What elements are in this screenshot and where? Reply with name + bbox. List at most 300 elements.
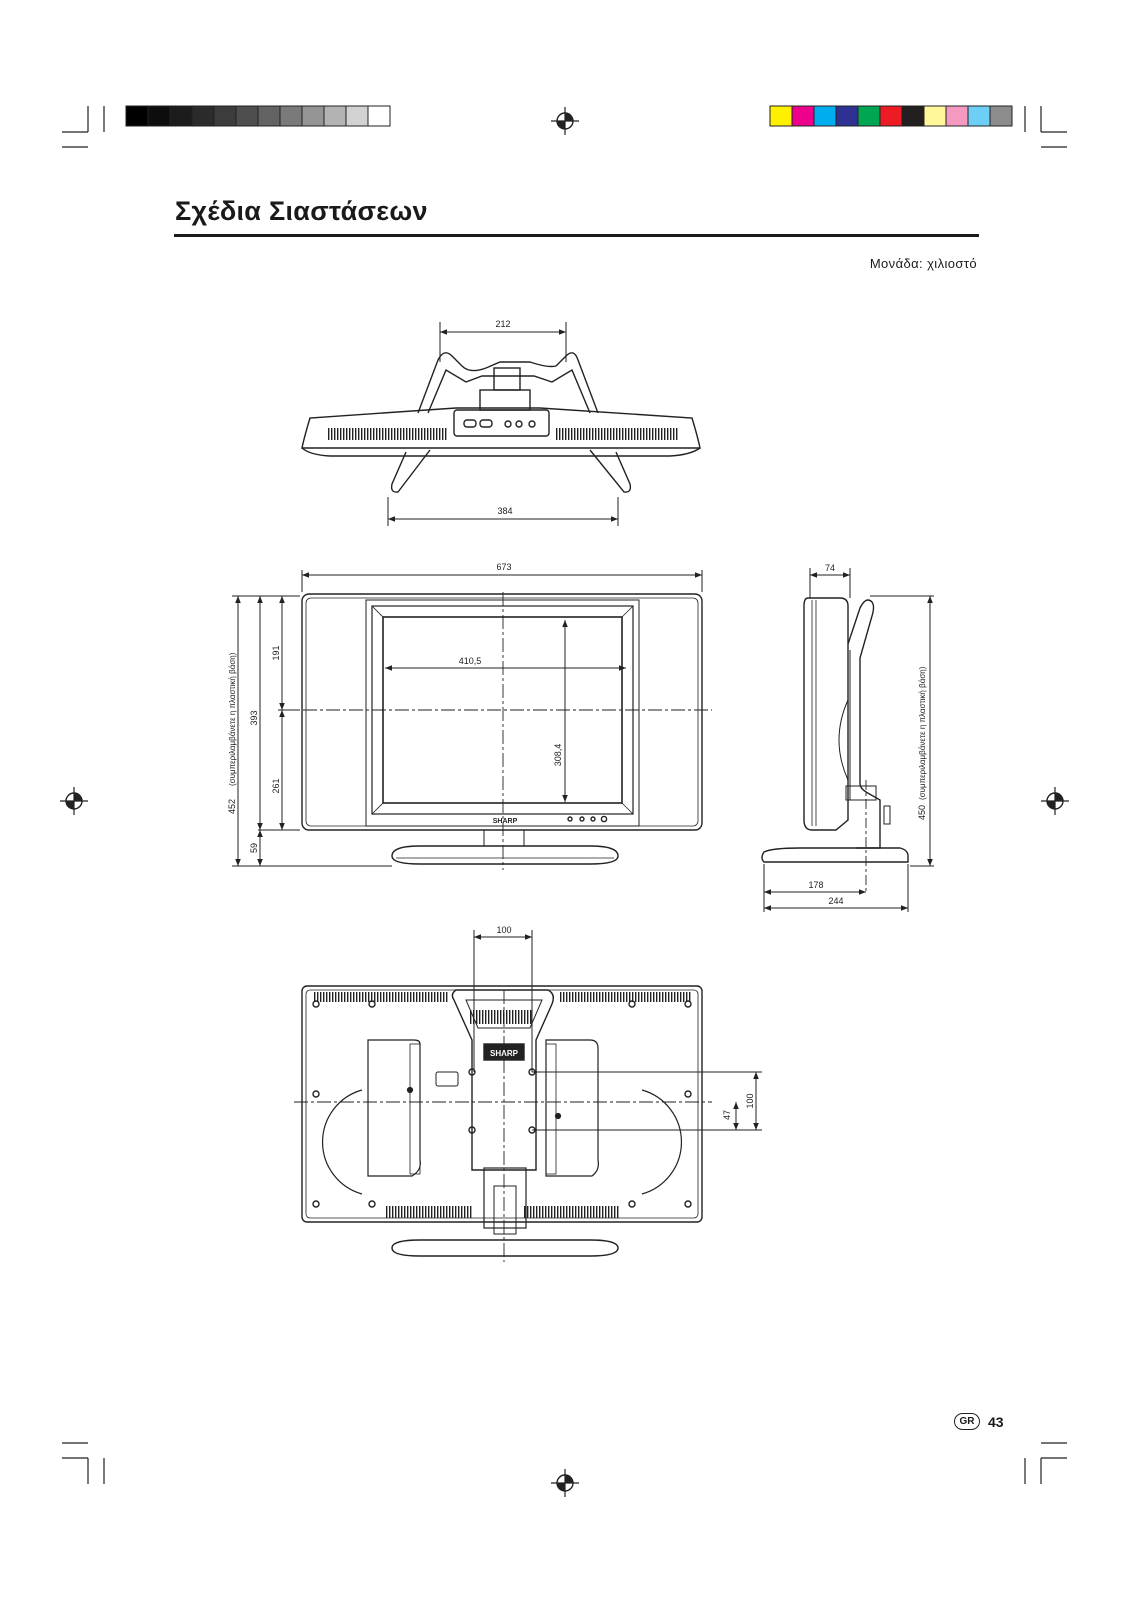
vent-slat: [341, 992, 342, 1002]
vent-slat: [614, 1206, 615, 1218]
vent-slat: [572, 1206, 573, 1218]
vent-slat: [355, 428, 356, 440]
color-bar: [770, 106, 1012, 126]
vent-slat: [410, 1206, 411, 1218]
dim-mount-height: 100: [745, 1093, 755, 1109]
vent-slat: [659, 992, 660, 1002]
vent-slat: [542, 1206, 543, 1218]
vent-slat: [569, 1206, 570, 1218]
dim-height-note: (συμπεριλαμβάνετε η πλαστική βάση): [918, 666, 927, 800]
vent-slat: [554, 1206, 555, 1218]
vent-slat: [640, 428, 641, 440]
vent-slat: [445, 428, 446, 440]
vent-slat: [668, 992, 669, 1002]
vent-slat: [467, 1206, 468, 1218]
vent-slat: [617, 992, 618, 1002]
registration-mark-top: [551, 107, 579, 135]
gray-swatch: [192, 106, 214, 126]
vent-slat: [412, 428, 413, 440]
vent-slat: [581, 1206, 582, 1218]
color-swatch: [902, 106, 924, 126]
vent-slat: [590, 992, 591, 1002]
vent-slat: [370, 428, 371, 440]
vent-slat: [395, 992, 396, 1002]
vent-slat: [436, 428, 437, 440]
color-swatch: [968, 106, 990, 126]
vent-slat: [587, 1206, 588, 1218]
vent-slat: [373, 428, 374, 440]
gray-swatch: [324, 106, 346, 126]
vent-slat: [619, 428, 620, 440]
vent-slat: [401, 992, 402, 1002]
vent-slat: [605, 1206, 606, 1218]
rear-view-vents-stand: [470, 1010, 531, 1024]
vent-slat: [470, 1010, 471, 1024]
color-swatch: [880, 106, 902, 126]
vent-slat: [631, 428, 632, 440]
vent-slat: [410, 992, 411, 1002]
rear-view-dims: [474, 930, 762, 1130]
vent-slat: [440, 1206, 441, 1218]
vent-slat: [386, 1206, 387, 1218]
vent-slat: [442, 428, 443, 440]
vent-slat: [385, 428, 386, 440]
dim-base: 59: [249, 842, 259, 854]
dim-height: 450: [917, 804, 927, 820]
vent-slat: [346, 428, 347, 440]
vent-slat: [398, 1206, 399, 1218]
vent-slat: [623, 992, 624, 1002]
vent-slat: [409, 428, 410, 440]
vent-slat: [671, 992, 672, 1002]
vent-slat: [422, 1206, 423, 1218]
vent-slat: [497, 1010, 498, 1024]
vent-slat: [638, 992, 639, 1002]
vent-slat: [562, 428, 563, 440]
vent-slat: [431, 992, 432, 1002]
vent-slat: [616, 428, 617, 440]
vent-slat: [404, 992, 405, 1002]
vent-slat: [344, 992, 345, 1002]
vent-slat: [572, 992, 573, 1002]
vent-slat: [440, 992, 441, 1002]
vent-slat: [524, 1206, 525, 1218]
page-footer: [954, 1413, 1004, 1430]
vent-slat: [395, 1206, 396, 1218]
vent-slat: [434, 1206, 435, 1218]
vent-slat: [566, 1206, 567, 1218]
vent-slat: [686, 992, 687, 1002]
vent-slat: [674, 992, 675, 1002]
vent-slat: [563, 992, 564, 1002]
vent-slat: [599, 992, 600, 1002]
vent-slat: [583, 428, 584, 440]
vent-slat: [509, 1010, 510, 1024]
gray-swatch: [302, 106, 324, 126]
color-swatch: [836, 106, 858, 126]
vent-slat: [353, 992, 354, 1002]
vent-slat: [664, 428, 665, 440]
vent-slat: [566, 992, 567, 1002]
vent-slat: [434, 992, 435, 1002]
vent-slat: [605, 992, 606, 1002]
vent-slat: [575, 992, 576, 1002]
vent-slat: [323, 992, 324, 1002]
vent-slat: [400, 428, 401, 440]
vent-slat: [551, 1206, 552, 1218]
vent-slat: [470, 1206, 471, 1218]
vent-slat: [592, 428, 593, 440]
vent-slat: [652, 428, 653, 440]
vent-slat: [625, 428, 626, 440]
vent-slat: [331, 428, 332, 440]
vent-slat: [406, 428, 407, 440]
dim-stand-top: 212: [495, 319, 511, 329]
vent-slat: [626, 992, 627, 1002]
vent-slat: [650, 992, 651, 1002]
vent-slat: [608, 1206, 609, 1218]
color-swatch: [770, 106, 792, 126]
vent-slat: [557, 1206, 558, 1218]
vent-slat: [362, 992, 363, 1002]
dim-upper: 191: [271, 645, 281, 661]
vent-slat: [662, 992, 663, 1002]
vent-slat: [368, 992, 369, 1002]
vent-slat: [422, 992, 423, 1002]
dim-total-height-note: (συμπεριλαμβάνετε η πλαστική βάση): [228, 652, 237, 786]
vent-slat: [332, 992, 333, 1002]
vent-slat: [329, 992, 330, 1002]
vent-slat: [317, 992, 318, 1002]
vent-slat: [536, 1206, 537, 1218]
vent-slat: [365, 992, 366, 1002]
vent-slat: [515, 1010, 516, 1024]
dim-screen-height: 308,4: [553, 743, 563, 767]
vent-slat: [665, 992, 666, 1002]
vent-slat: [578, 992, 579, 1002]
top-view-vents-left: [328, 428, 446, 440]
vent-slat: [376, 428, 377, 440]
vent-slat: [649, 428, 650, 440]
vent-slat: [482, 1010, 483, 1024]
vent-slat: [397, 428, 398, 440]
vent-slat: [314, 992, 315, 1002]
vent-slat: [433, 428, 434, 440]
gray-swatch: [170, 106, 192, 126]
vent-slat: [391, 428, 392, 440]
vent-slat: [608, 992, 609, 1002]
vent-slat: [377, 992, 378, 1002]
page-number: 43: [988, 1413, 1004, 1430]
vent-slat: [388, 428, 389, 440]
vent-slat: [443, 992, 444, 1002]
page-title: Σχέδια Σιαστάσεων: [175, 196, 428, 226]
vent-slat: [673, 428, 674, 440]
vent-slat: [590, 1206, 591, 1218]
vent-slat: [575, 1206, 576, 1218]
vent-slat: [581, 992, 582, 1002]
vent-slat: [382, 428, 383, 440]
vent-slat: [613, 428, 614, 440]
vent-slat: [611, 992, 612, 1002]
vent-slat: [389, 992, 390, 1002]
vent-slat: [491, 1010, 492, 1024]
vent-slat: [416, 1206, 417, 1218]
vent-slat: [419, 992, 420, 1002]
vent-slat: [488, 1010, 489, 1024]
vent-slat: [644, 992, 645, 1002]
vent-slat: [655, 428, 656, 440]
dim-panel-height: 393: [249, 710, 259, 726]
vent-slat: [386, 992, 387, 1002]
vent-slat: [379, 428, 380, 440]
vent-slat: [620, 992, 621, 1002]
color-swatch: [946, 106, 968, 126]
vent-slat: [548, 1206, 549, 1218]
vent-slat: [415, 428, 416, 440]
vent-slat: [428, 992, 429, 1002]
vent-slat: [506, 1010, 507, 1024]
vent-slat: [485, 1010, 486, 1024]
vent-slat: [563, 1206, 564, 1218]
vent-slat: [604, 428, 605, 440]
vent-slat: [512, 1010, 513, 1024]
vent-slat: [622, 428, 623, 440]
vent-slat: [326, 992, 327, 1002]
vent-slat: [428, 1206, 429, 1218]
vent-slat: [443, 1206, 444, 1218]
language-badge: GR: [954, 1413, 980, 1430]
vent-slat: [565, 428, 566, 440]
vent-slat: [518, 1010, 519, 1024]
gray-swatch: [148, 106, 170, 126]
vent-slat: [670, 428, 671, 440]
vent-slat: [560, 992, 561, 1002]
top-view: [302, 353, 700, 492]
vent-slat: [601, 428, 602, 440]
vent-slat: [401, 1206, 402, 1218]
vent-slat: [524, 1010, 525, 1024]
vent-slat: [446, 1206, 447, 1218]
vent-slat: [413, 992, 414, 1002]
vent-slat: [419, 1206, 420, 1218]
side-view: [762, 598, 908, 862]
vent-slat: [431, 1206, 432, 1218]
registration-mark-left: [60, 787, 88, 815]
vent-slat: [539, 1206, 540, 1218]
vent-slat: [632, 992, 633, 1002]
vent-slat: [430, 428, 431, 440]
vent-slat: [352, 428, 353, 440]
front-brand: SHARP: [492, 818, 518, 825]
color-swatch: [924, 106, 946, 126]
vent-slat: [335, 992, 336, 1002]
vent-slat: [407, 1206, 408, 1218]
vent-slat: [584, 992, 585, 1002]
vent-slat: [494, 1010, 495, 1024]
vent-slat: [602, 992, 603, 1002]
vent-slat: [577, 428, 578, 440]
vent-slat: [394, 428, 395, 440]
vent-slat: [653, 992, 654, 1002]
vent-slat: [437, 1206, 438, 1218]
vent-slat: [464, 1206, 465, 1218]
vent-slat: [596, 992, 597, 1002]
vent-slat: [595, 428, 596, 440]
vent-slat: [574, 428, 575, 440]
vent-slat: [545, 1206, 546, 1218]
vent-slat: [530, 1206, 531, 1218]
vent-slat: [479, 1010, 480, 1024]
dim-total-height: 452: [227, 798, 237, 814]
vent-slat: [416, 992, 417, 1002]
vent-slat: [476, 1010, 477, 1024]
vent-slat: [683, 992, 684, 1002]
color-swatch: [792, 106, 814, 126]
vent-slat: [446, 992, 447, 1002]
front-center-lines: [280, 592, 712, 870]
top-view-vents-right: [556, 428, 677, 440]
vent-slat: [560, 1206, 561, 1218]
color-swatch: [858, 106, 880, 126]
vent-slat: [398, 992, 399, 1002]
rear-view-vents-bottom-right: [524, 1206, 618, 1218]
vent-slat: [634, 428, 635, 440]
vent-slat: [661, 428, 662, 440]
vent-slat: [328, 428, 329, 440]
vent-slat: [527, 1010, 528, 1024]
vent-slat: [367, 428, 368, 440]
grayscale-bar: [126, 106, 390, 126]
vent-slat: [371, 992, 372, 1002]
color-swatch: [814, 106, 836, 126]
vent-slat: [521, 1010, 522, 1024]
gray-swatch: [214, 106, 236, 126]
vent-slat: [593, 992, 594, 1002]
vent-slat: [607, 428, 608, 440]
gray-swatch: [126, 106, 148, 126]
gray-swatch: [280, 106, 302, 126]
vent-slat: [427, 428, 428, 440]
vent-slat: [610, 428, 611, 440]
vent-slat: [380, 992, 381, 1002]
vent-slat: [568, 428, 569, 440]
vent-slat: [533, 1206, 534, 1218]
rear-view: [302, 986, 702, 1256]
vent-slat: [320, 992, 321, 1002]
dim-mount-width: 100: [496, 925, 512, 935]
vent-slat: [559, 428, 560, 440]
vent-slat: [584, 1206, 585, 1218]
gray-swatch: [346, 106, 368, 126]
dim-screen-width: 410,5: [458, 656, 482, 666]
registration-mark-bottom: [551, 1469, 579, 1497]
vent-slat: [596, 1206, 597, 1218]
vent-slat: [418, 428, 419, 440]
vent-slat: [347, 992, 348, 1002]
vent-slat: [452, 1206, 453, 1218]
vent-slat: [580, 428, 581, 440]
vent-slat: [658, 428, 659, 440]
vent-slat: [629, 992, 630, 1002]
vent-slat: [680, 992, 681, 1002]
vent-slat: [589, 428, 590, 440]
vent-slat: [392, 992, 393, 1002]
vent-slat: [614, 992, 615, 1002]
vent-slat: [602, 1206, 603, 1218]
vent-slat: [617, 1206, 618, 1218]
vent-slat: [656, 992, 657, 1002]
vent-slat: [334, 428, 335, 440]
vent-slat: [643, 428, 644, 440]
vent-slat: [337, 428, 338, 440]
vent-slat: [569, 992, 570, 1002]
gray-swatch: [258, 106, 280, 126]
vent-slat: [356, 992, 357, 1002]
vent-slat: [374, 992, 375, 1002]
rear-view-vents-top-right: [560, 992, 690, 1002]
vent-slat: [556, 428, 557, 440]
vent-slat: [449, 1206, 450, 1218]
vent-slat: [407, 992, 408, 1002]
vent-slat: [593, 1206, 594, 1218]
vent-slat: [349, 428, 350, 440]
vent-slat: [340, 428, 341, 440]
dim-width: 673: [496, 562, 512, 572]
vent-slat: [421, 428, 422, 440]
dim-lower: 261: [271, 778, 281, 794]
vent-slat: [677, 992, 678, 1002]
vent-slat: [458, 1206, 459, 1218]
vent-slat: [689, 992, 690, 1002]
vent-slat: [598, 428, 599, 440]
top-view-dims: [388, 322, 618, 526]
vent-slat: [343, 428, 344, 440]
vent-slat: [383, 992, 384, 1002]
gray-swatch: [236, 106, 258, 126]
vent-slat: [455, 1206, 456, 1218]
vent-slat: [392, 1206, 393, 1218]
vent-slat: [530, 1010, 531, 1024]
vent-slat: [647, 992, 648, 1002]
vent-slat: [424, 428, 425, 440]
vent-slat: [586, 428, 587, 440]
vent-slat: [413, 1206, 414, 1218]
vent-slat: [611, 1206, 612, 1218]
vent-slat: [350, 992, 351, 1002]
dim-mount-offset: 47: [722, 1109, 732, 1121]
vent-slat: [437, 992, 438, 1002]
gray-swatch: [368, 106, 390, 126]
vent-slat: [676, 428, 677, 440]
color-swatch: [990, 106, 1012, 126]
vent-slat: [461, 1206, 462, 1218]
vent-slat: [500, 1010, 501, 1024]
vent-slat: [389, 1206, 390, 1218]
dim-base-center: 178: [808, 880, 824, 890]
vent-slat: [527, 1206, 528, 1218]
dim-depth-top: 74: [824, 563, 836, 573]
vent-slat: [635, 992, 636, 1002]
dim-stand-base: 384: [497, 506, 513, 516]
vent-slat: [361, 428, 362, 440]
registration-mark-right: [1041, 787, 1069, 815]
vent-slat: [425, 992, 426, 1002]
vent-slat: [403, 428, 404, 440]
rear-view-vents-bottom-left: [386, 1206, 471, 1218]
vent-slat: [599, 1206, 600, 1218]
vent-slat: [364, 428, 365, 440]
